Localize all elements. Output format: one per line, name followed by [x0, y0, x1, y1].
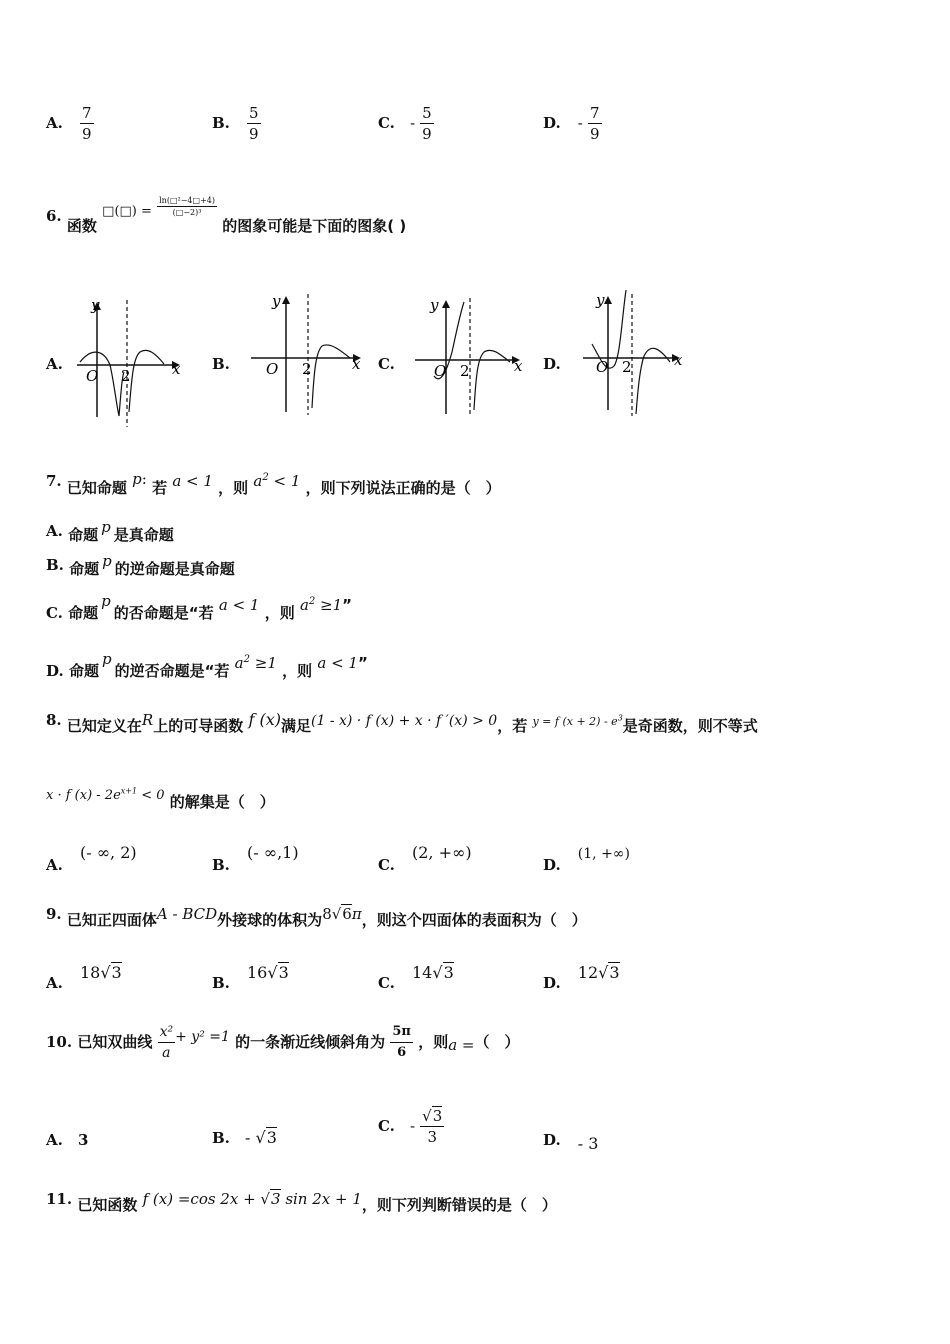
- q10-option-c-fraction: $\frac{√3}{3}$: [422, 1107, 443, 1146]
- tick-label: 2: [302, 360, 312, 378]
- q9-option-c: C. 14√3: [378, 963, 454, 992]
- q8-option-c: C. (2, +∞): [378, 843, 472, 874]
- q9-option-b: B. 16√3: [212, 963, 289, 992]
- tick-label: 2: [622, 358, 632, 376]
- q7-option-d: D. 命题p的逆否命题是“若 $a^2 \ge 1$ ，则 a < 1”: [46, 650, 368, 680]
- origin-label: O: [596, 358, 609, 376]
- q9-option-d: D. 12√3: [543, 963, 620, 992]
- q7-option-a: A. 命题 p 是真命题: [46, 518, 174, 544]
- q8-option-b: B. (- ∞,1): [212, 843, 299, 874]
- option-fraction: $\frac{5}{9}$: [249, 104, 259, 143]
- origin-label: O: [266, 360, 279, 378]
- q6-graph-label-a: A.: [46, 355, 63, 373]
- q8-option-d: D. (1, +∞): [543, 846, 630, 874]
- q6-graph-a: [72, 292, 192, 432]
- q6-graph-b: [248, 290, 373, 420]
- q6-graph-label-c: C.: [378, 355, 395, 373]
- q6-formula-lhs: □(□) =: [102, 204, 152, 219]
- q10-option-d: D. - 3: [543, 1131, 599, 1153]
- q9-stem: 9. 已知正四面体A - BCD外接球的体积为8√6π，则这个四面体的表面积为（ ）: [46, 905, 587, 929]
- option-label: C.: [378, 114, 395, 132]
- axis-x-label: x: [674, 351, 683, 369]
- origin-label: O: [434, 362, 447, 380]
- q6-graph-label-d: D.: [543, 355, 561, 373]
- q7-option-b: B. 命题 p 的逆命题是真命题: [46, 552, 235, 578]
- q8-option-a: A. (- ∞, 2): [46, 843, 137, 874]
- q10-angle-fraction: $\frac{5\pi}{6}$: [392, 1024, 411, 1060]
- q7-stem: 7. 已知命题 p: 若 a < 1 ，则 $a^2 < 1$ ，则下列说法正确的是（ ）: [46, 470, 501, 497]
- option-fraction: $\frac{5}{9}$: [422, 104, 432, 143]
- q10-stem: 10. 已知双曲线 $\frac{\text{x²}}{a}$ + y² =1 的一条渐近线倾斜角为 $\frac{5\pi}{6}$ ，则a =（ ）: [46, 1024, 520, 1061]
- q6-stem: 6. 函数 □(□) = $\frac{\text{ln(□²−4□+4)}}{\text{(□−2)³}}$ 的图象可能是下面的图象( ): [46, 196, 407, 235]
- axis-y-label: y: [91, 296, 100, 314]
- option-label: B.: [212, 114, 230, 132]
- q5-option-d: [543, 103, 602, 144]
- axis-x-label: x: [172, 360, 181, 378]
- option-fraction: $\frac{7}{9}$: [81, 104, 92, 143]
- option-label: D.: [543, 114, 561, 132]
- axis-y-label: y: [430, 296, 439, 314]
- axis-x-label: x: [352, 355, 361, 373]
- q6-graph-d: [580, 288, 690, 428]
- q7-option-c: C. 命题p的否命题是“若 a < 1 ，则 $a^2 \ge 1$”: [46, 592, 353, 622]
- q5-option-a: [46, 103, 94, 144]
- axis-y-label: y: [596, 291, 605, 309]
- q8-stem-line1: 8. 已知定义在R上的可导函数 f (x)满足(1 - x) · f (x) + x · f ′(x) > 0，若 y = f $(x + 2) - e^3$是奇函数，则不等式: [46, 710, 758, 735]
- tick-label: 2: [121, 367, 131, 385]
- option-fraction: $\frac{7}{9}$: [589, 104, 600, 143]
- q5-option-c: [378, 103, 434, 144]
- q8-stem-line2: x · f $(x) - 2e^{x+1} < 0$ 的解集是（ ）: [46, 786, 275, 811]
- q10-hyperbola-fraction: $\frac{\text{x²}}{a}$: [159, 1024, 174, 1061]
- q9-option-a: A. 18√3: [46, 963, 122, 992]
- option-label: A.: [46, 114, 63, 132]
- axis-y-label: y: [272, 292, 281, 310]
- q6-formula-fraction: $\frac{\text{ln(□²−4□+4)}}{\text{(□−2)³}}$: [159, 196, 215, 217]
- q6-graph-label-b: B.: [212, 355, 230, 373]
- q5-option-b: [212, 103, 261, 144]
- tick-label: 2: [460, 362, 470, 380]
- origin-label: O: [86, 367, 99, 385]
- q6-graph-c: [412, 292, 532, 422]
- q10-option-b: B. - √3: [212, 1128, 277, 1147]
- q10-option-c: C. - $\frac{√3}{3}$: [378, 1107, 443, 1146]
- option-sign: -: [577, 114, 583, 132]
- option-sign: -: [410, 114, 416, 132]
- q10-option-a: A. 3: [46, 1131, 89, 1149]
- q11-stem: 11. 已知函数 f (x) =cos 2x + √3 sin 2x + 1，则下列判断错误的是（ ）: [46, 1190, 557, 1214]
- axis-x-label: x: [514, 357, 523, 375]
